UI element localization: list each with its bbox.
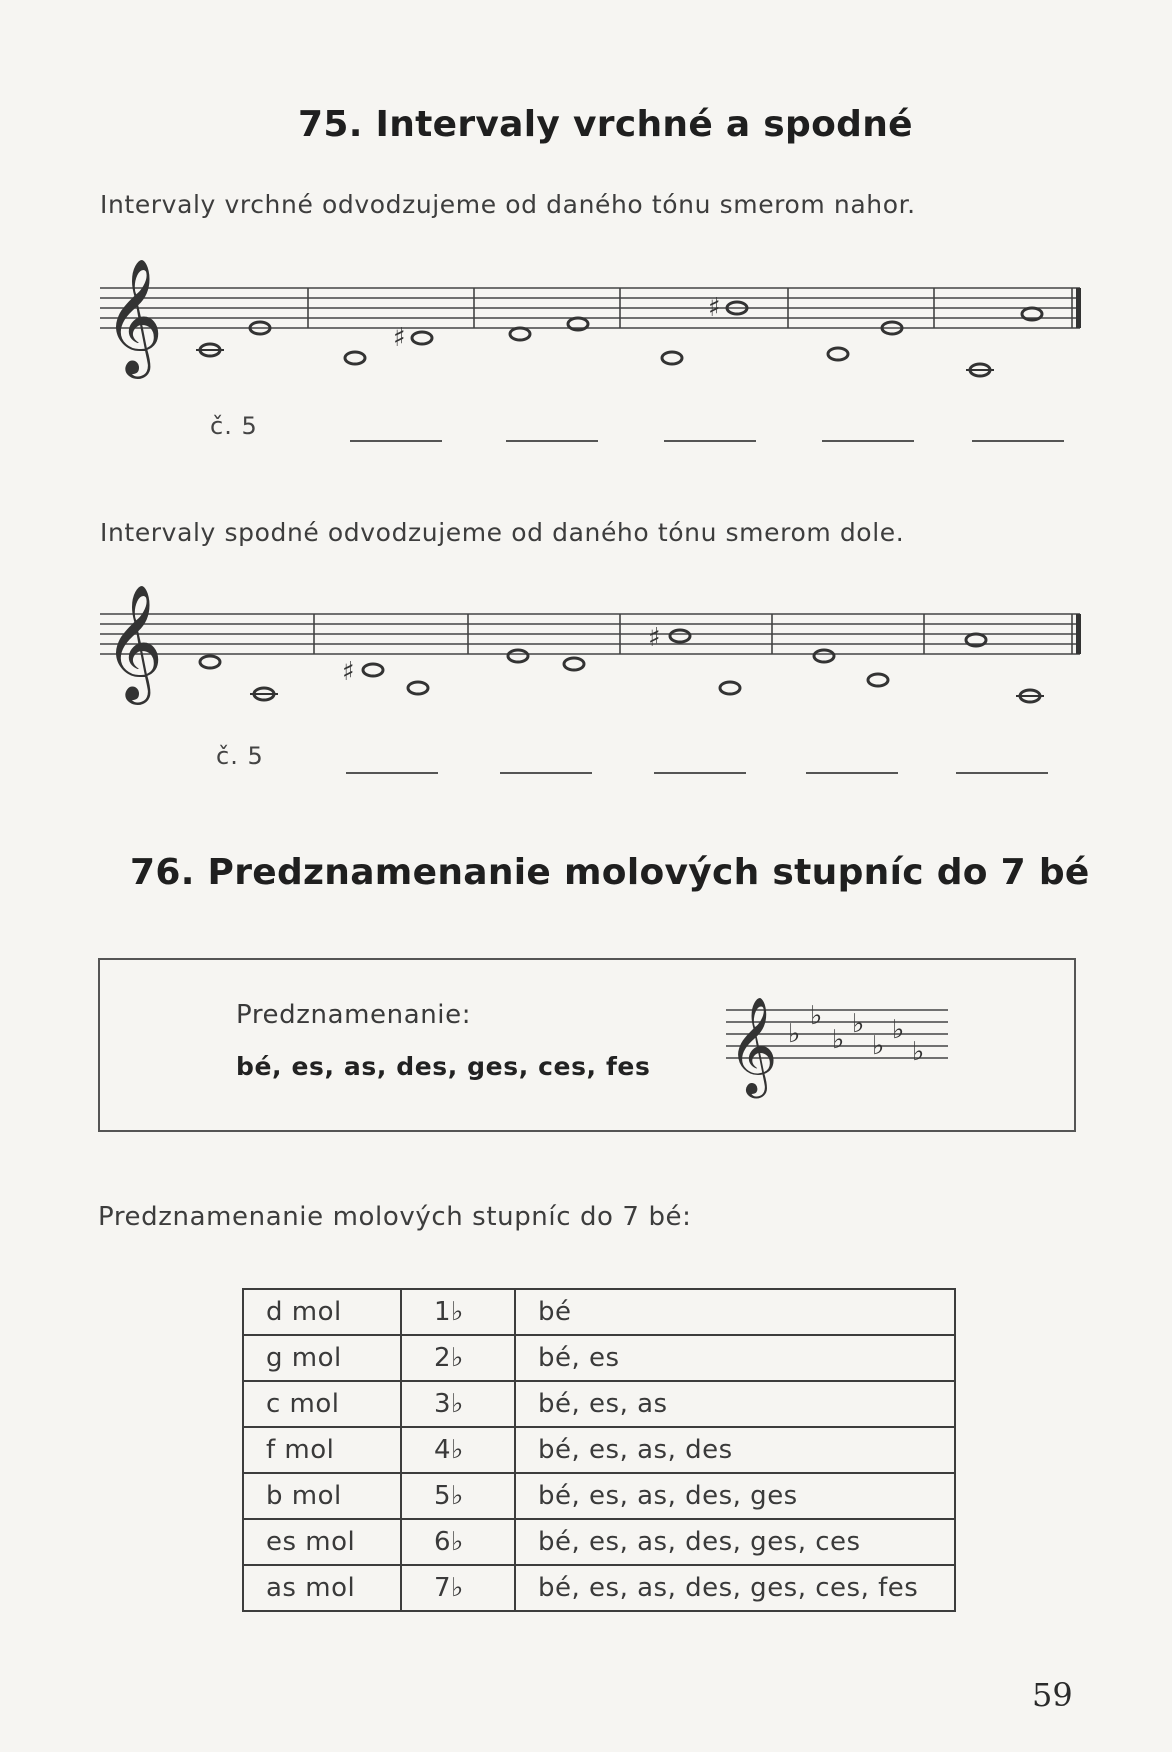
upper-intervals-text: Intervaly vrchné odvodzujeme od daného tónu smerom nahor. — [100, 190, 916, 219]
flat-count-cell: 7♭ — [401, 1565, 515, 1611]
key-name-cell: d mol — [243, 1289, 401, 1335]
upper-intervals-staff — [100, 250, 1090, 380]
answer-blank[interactable] — [822, 440, 914, 442]
answer-blank[interactable] — [506, 440, 598, 442]
table-intro-text: Predznamenanie molových stupníc do 7 bé: — [98, 1202, 692, 1232]
answer-blank[interactable] — [654, 772, 746, 774]
treble-clef-icon: 𝄞 — [104, 257, 164, 374]
flat-icon: ♭ — [872, 1031, 885, 1061]
answer-blank[interactable] — [956, 772, 1048, 774]
upper-answer-label: č. 5 — [210, 412, 258, 440]
answer-blank[interactable] — [500, 772, 592, 774]
table-row — [243, 1381, 955, 1427]
flat-icon: ♭ — [788, 1019, 801, 1049]
section-75-title: 75. Intervaly vrchné a spodné — [298, 104, 913, 145]
table-row — [243, 1519, 955, 1565]
key-signature-box — [98, 958, 1076, 1132]
flat-icon: ♭ — [832, 1025, 845, 1055]
flat-count-cell: 5♭ — [401, 1473, 515, 1519]
flat-icon: ♭ — [892, 1015, 905, 1045]
flat-count-cell: 6♭ — [401, 1519, 515, 1565]
flat-count-cell: 2♭ — [401, 1335, 515, 1381]
minor-keys-table — [242, 1288, 956, 1612]
key-name-cell: f mol — [243, 1427, 401, 1473]
table-row — [243, 1335, 955, 1381]
flat-count-cell: 1♭ — [401, 1289, 515, 1335]
answer-blank[interactable] — [346, 772, 438, 774]
key-name-cell: es mol — [243, 1519, 401, 1565]
key-name-cell: g mol — [243, 1335, 401, 1381]
key-name-cell: b mol — [243, 1473, 401, 1519]
flats-cell: bé, es — [515, 1335, 955, 1381]
answer-blank[interactable] — [664, 440, 756, 442]
key-name-cell: as mol — [243, 1565, 401, 1611]
box-label: Predznamenanie: — [236, 1000, 472, 1030]
table-row — [243, 1473, 955, 1519]
sharp-icon: ♯ — [393, 323, 406, 353]
flats-cell: bé, es, as, des — [515, 1427, 955, 1473]
answer-blank[interactable] — [806, 772, 898, 774]
answer-blank[interactable] — [350, 440, 442, 442]
sharp-icon: ♯ — [708, 293, 721, 323]
answer-blank[interactable] — [972, 440, 1064, 442]
flat-icon: ♭ — [852, 1009, 865, 1039]
page-number: 59 — [1032, 1676, 1073, 1714]
flat-icon: ♭ — [912, 1037, 925, 1067]
flat-count-cell: 4♭ — [401, 1427, 515, 1473]
flats-cell: bé — [515, 1289, 955, 1335]
key-signature-staff — [726, 990, 956, 1104]
box-flats-list: bé, es, as, des, ges, ces, fes — [236, 1052, 651, 1081]
flat-icon: ♭ — [810, 1001, 823, 1031]
flats-cell: bé, es, as — [515, 1381, 955, 1427]
table-row — [243, 1289, 955, 1335]
flats-cell: bé, es, as, des, ges, ces, fes — [515, 1565, 955, 1611]
treble-clef-icon: 𝄞 — [728, 996, 778, 1094]
table-row — [243, 1565, 955, 1611]
lower-answer-label: č. 5 — [216, 742, 264, 770]
lower-intervals-text: Intervaly spodné odvodzujeme od daného tónu smerom dole. — [100, 518, 905, 547]
sharp-icon: ♯ — [648, 623, 661, 653]
flats-cell: bé, es, as, des, ges — [515, 1473, 955, 1519]
table-row — [243, 1427, 955, 1473]
treble-clef-icon: 𝄞 — [104, 583, 164, 700]
section-76-title: 76. Predznamenanie molových stupníc do 7 bé — [130, 852, 1090, 893]
flat-count-cell: 3♭ — [401, 1381, 515, 1427]
sharp-icon: ♯ — [342, 657, 355, 687]
lower-intervals-staff — [100, 580, 1090, 710]
key-name-cell: c mol — [243, 1381, 401, 1427]
flats-cell: bé, es, as, des, ges, ces — [515, 1519, 955, 1565]
